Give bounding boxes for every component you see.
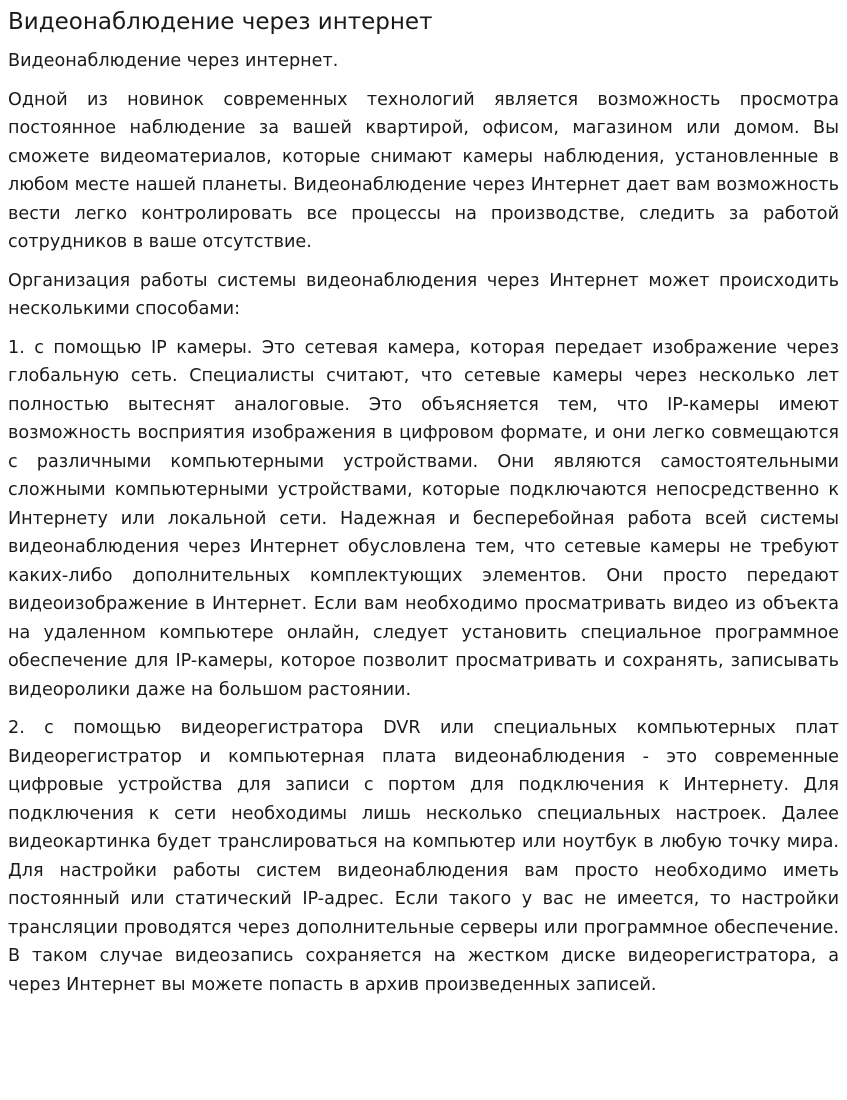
page-title: Видеонаблюдение через интернет [8, 9, 433, 35]
article-paragraph-methods: Организация работы системы видеонаблюдения через Интернет может происходить несколькими способами: [8, 270, 839, 319]
article-paragraph-dvr: 2. с помощью видеорегистратора DVR или специальных компьютерных плат Видеорегистратор и компьютерная плата видеонаблюдения - это современные цифровые устройства для записи с портом для подключения к Интернету. Для подключения к сети необходимы лишь несколько специальных настроек. Далее видеокартинка будет транслироваться на компьютер или ноутбук в любую точку мира. Для настройки работы систем видеонаблюдения вам просто необходимо иметь постоянный или статический IP-адрес. Если такого у вас не имеется, то настройки трансляции проводятся через дополнительные серверы или программное обеспечение. В таком случае видеозапись сохраняется на жестком диске видеорегистратора, а через Интернет вы можете попасть в архив произведенных записей. [8, 718, 839, 995]
article-lead: Видеонаблюдение через интернет. [8, 51, 339, 71]
article-paragraph-ip-camera: 1. с помощью IP камеры. Это сетевая камера, которая передает изображение через глобальную сеть. Специалисты считают, что сетевые камеры через несколько лет полностью вытеснят аналоговые. Это объясняется тем, что IP-камеры имеют возможность восприятия изображения в цифровом формате, и они легко совмещаются с различными компьютерными устройствами. Они являются самостоятельными сложными компьютерными устройствами, которые подключаются непосредственно к Интернету или локальной сети. Надежная и бесперебойная работа всей системы видеонаблюдения через Интернет обусловлена тем, что сетевые камеры не требуют каких-либо дополнительных комплектующих элементов. Они просто передают видеоизображение в Интернет. Если вам необходимо просматривать видео из объекта на удаленном компьютере онлайн, следует установить специальное программное обеспечение для IP-камеры, которое позволит просматривать и сохранять, записывать видеоролики даже на большом растоянии. [8, 337, 839, 700]
article-paragraph-intro: Одной из новинок современных технологий является возможность просмотра постоянное наблюдение за вашей квартирой, офисом, магазином или домом. Вы сможете видеоматериалов, которые снимают камеры наблюдения, установленные в любом месте нашей планеты. Видеонаблюдение через Интернет дает вам возможность вести легко контролировать все процессы на производстве, следить за работой сотрудников в ваше отсутствие. [8, 89, 839, 252]
